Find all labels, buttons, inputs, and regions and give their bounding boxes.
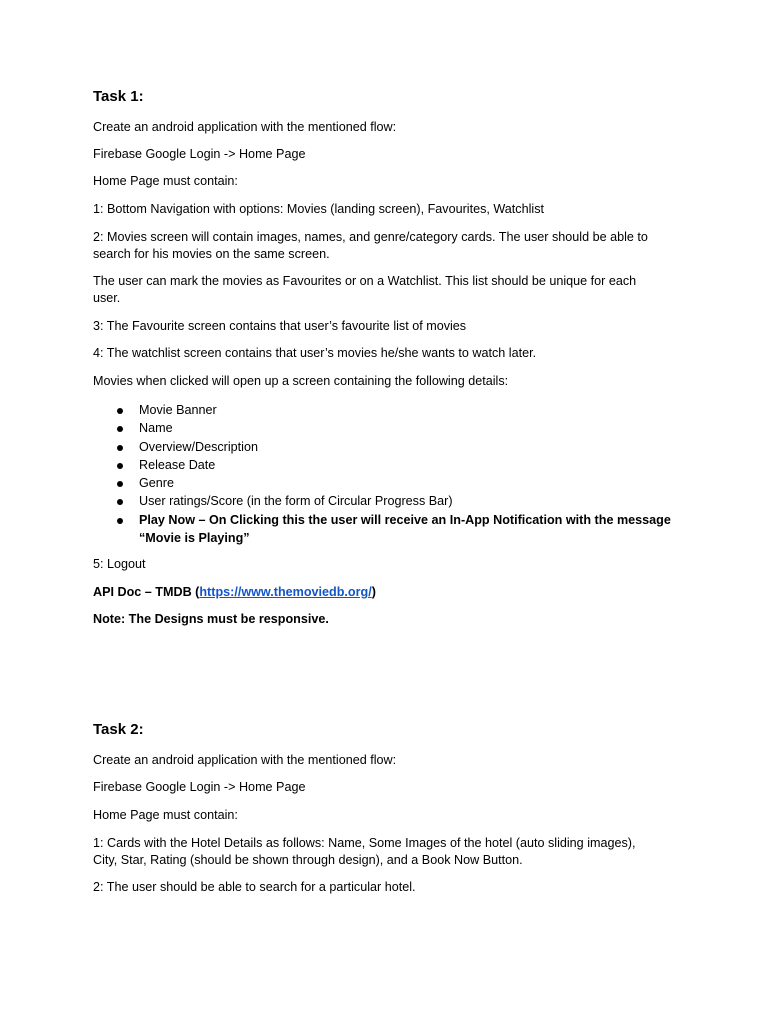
task1-details-intro: Movies when clicked will open up a screen containing the following details: xyxy=(93,374,509,388)
task1-item2-line2: search for his movies on the same screen. xyxy=(93,247,330,261)
bullet-icon xyxy=(117,408,123,414)
task1-item4: 4: The watchlist screen contains that user’s movies he/she wants to watch later. xyxy=(93,346,537,360)
list-item: Overview/Description xyxy=(93,438,671,456)
list-item: User ratings/Score (in the form of Circular Progress Bar) xyxy=(93,492,671,510)
task2-item1-line2: City, Star, Rating (should be shown through design), and a Book Now Button. xyxy=(93,853,523,867)
task1-note: Note: The Designs must be responsive. xyxy=(93,612,329,626)
task1-heading: Task 1: xyxy=(93,88,144,105)
bullet-icon xyxy=(117,499,123,505)
task1-intro: Create an android application with the mentioned flow: xyxy=(93,120,397,134)
task1-item5: 5: Logout xyxy=(93,557,146,571)
list-item: Genre xyxy=(93,474,671,492)
task2-flow: Firebase Google Login -> Home Page xyxy=(93,780,306,794)
task2-intro: Create an android application with the mentioned flow: xyxy=(93,753,397,767)
bullet-icon xyxy=(117,463,123,469)
task2-item2: 2: The user should be able to search for a particular hotel. xyxy=(93,880,416,894)
task1-mark-line1: The user can mark the movies as Favourites or on a Watchlist. This list should be unique for each xyxy=(93,274,637,288)
details-bullet-list xyxy=(93,401,671,547)
api-doc-line: API Doc – TMDB (https://www.themoviedb.org/) xyxy=(93,585,376,599)
bullet-icon xyxy=(117,426,123,432)
task1-home-must: Home Page must contain: xyxy=(93,174,238,188)
task2-item1-line1: 1: Cards with the Hotel Details as follows: Name, Some Images of the hotel (auto sliding images), xyxy=(93,836,636,850)
task1-mark-line2: user. xyxy=(93,291,121,305)
tmdb-link[interactable]: https://www.themoviedb.org/ xyxy=(199,585,372,599)
task1-flow: Firebase Google Login -> Home Page xyxy=(93,147,306,161)
task2-home-must: Home Page must contain: xyxy=(93,808,238,822)
list-item-play-now: Play Now – On Clicking this the user will receive an In-App Notification with the message “Movie is Playing” xyxy=(93,511,671,548)
bullet-icon xyxy=(117,445,123,451)
task1-item1: 1: Bottom Navigation with options: Movies (landing screen), Favourites, Watchlist xyxy=(93,202,545,216)
list-item: Movie Banner xyxy=(93,401,671,419)
task1-item2-line1: 2: Movies screen will contain images, names, and genre/category cards. The user should be able to xyxy=(93,230,648,244)
bullet-icon xyxy=(117,481,123,487)
bullet-icon xyxy=(117,518,123,524)
list-item: Name xyxy=(93,419,671,437)
task1-item3: 3: The Favourite screen contains that user’s favourite list of movies xyxy=(93,319,467,333)
task2-heading: Task 2: xyxy=(93,721,144,738)
list-item: Release Date xyxy=(93,456,671,474)
